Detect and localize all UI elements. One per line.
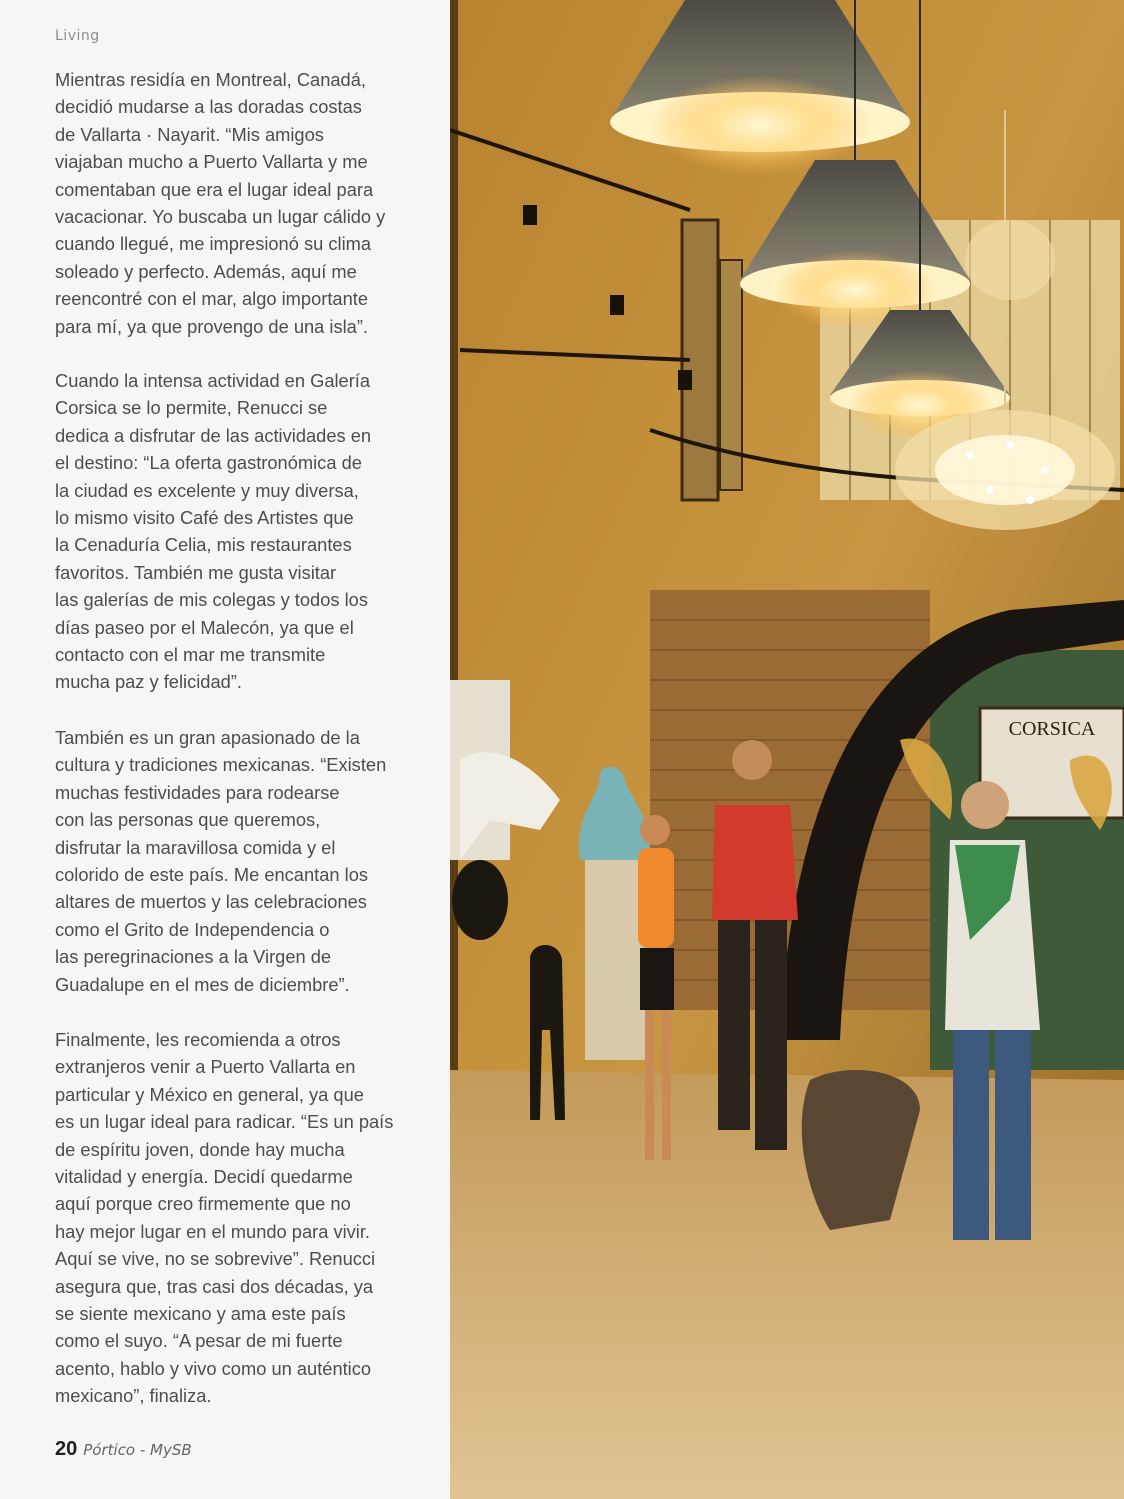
paragraph-line: favoritos. También me gusta visitar bbox=[55, 561, 337, 583]
paragraph-line: mucha paz y felicidad”. bbox=[55, 671, 242, 693]
article-text-column bbox=[55, 0, 400, 1499]
paragraph-line: muchas festividades para rodearse bbox=[55, 781, 340, 803]
paragraph-line: Finalmente, les recomienda a otros bbox=[55, 1029, 341, 1050]
paragraph-line: las galerías de mis colegas y todos los bbox=[55, 589, 368, 611]
paragraph-line: hay mejor lugar en el mundo para vivir. bbox=[55, 1220, 371, 1242]
paragraph-line: como el Grito de Independencia o bbox=[55, 918, 330, 940]
article-paragraph bbox=[55, 66, 400, 340]
paragraph-line: Aquí se vive, no se sobrevive”. Renucci bbox=[55, 1248, 376, 1270]
paragraph-line: disfrutar la maravillosa comida y el bbox=[55, 836, 336, 858]
corsica-sign-text: CORSICA bbox=[1008, 718, 1096, 740]
paragraph-line: colorido de este país. Me encantan los bbox=[55, 864, 369, 886]
page-footer bbox=[55, 1438, 192, 1461]
crystal-chandelier bbox=[965, 220, 1055, 300]
paragraph-line: contacto con el mar me transmite bbox=[55, 644, 326, 666]
paragraph-line: días paseo por el Malecón, ya que el bbox=[55, 616, 354, 638]
paragraph-line: dedica a disfrutar de las actividades en bbox=[55, 424, 372, 446]
paragraph-line: la Cenaduría Celia, mis restaurantes bbox=[55, 534, 352, 556]
paragraph-line: extranjeros venir a Puerto Vallarta en bbox=[55, 1056, 356, 1078]
paragraph-line: de Vallarta · Nayarit. “Mis amigos bbox=[55, 123, 324, 145]
paragraph-line: vacacionar. Yo buscaba un lugar cálido y bbox=[55, 206, 386, 228]
paragraph-line: mexicano”, finaliza. bbox=[55, 1385, 212, 1407]
paragraph-line: las peregrinaciones a la Virgen de bbox=[55, 946, 332, 968]
article-paragraph bbox=[55, 367, 400, 696]
paragraph-line: el destino: “La oferta gastronómica de bbox=[55, 452, 362, 474]
paragraph-line: viajaban mucho a Puerto Vallarta y me bbox=[55, 151, 368, 173]
paragraph-line: lo mismo visito Café des Artistes que bbox=[55, 507, 354, 529]
publication-name: Pórtico - MySB bbox=[83, 1441, 192, 1459]
paragraph-line: de espíritu joven, donde hay mucha bbox=[55, 1138, 345, 1160]
paragraph-line: la ciudad es excelente y muy diversa, bbox=[55, 479, 359, 501]
paragraph-line: cultura y tradiciones mexicanas. “Existen bbox=[55, 754, 387, 776]
gallery-interior-photo bbox=[450, 0, 1124, 1499]
paragraph-line: decidió mudarse a las doradas costas bbox=[55, 96, 362, 118]
article-paragraph bbox=[55, 724, 400, 998]
paragraph-line: con las personas que queremos, bbox=[55, 809, 321, 831]
page-number: 20 bbox=[55, 1438, 78, 1460]
paragraph-line: vitalidad y energía. Decidí quedarme bbox=[55, 1166, 353, 1188]
paragraph-line: asegura que, tras casi dos décadas, ya bbox=[55, 1275, 374, 1297]
paragraph-line: particular y México en general, ya que bbox=[55, 1083, 364, 1105]
paragraph-line: Corsica se lo permite, Renucci se bbox=[55, 397, 328, 419]
paragraph-line: Cuando la intensa actividad en Galería bbox=[55, 370, 371, 391]
paragraph-line: es un lugar ideal para radicar. “Es un país bbox=[55, 1111, 394, 1133]
paragraph-line: acento, hablo y vivo como un auténtico bbox=[55, 1357, 372, 1379]
paragraph-line: Mientras residía en Montreal, Canadá, bbox=[55, 69, 366, 90]
paragraph-line: altares de muertos y las celebraciones bbox=[55, 891, 367, 913]
paragraph-line: reencontré con el mar, algo importante bbox=[55, 288, 368, 310]
paragraph-line: soleado y perfecto. Además, aquí me bbox=[55, 260, 357, 282]
paragraph-line: comentaban que era el lugar ideal para bbox=[55, 178, 374, 200]
paragraph-line: para mí, ya que provengo de una isla”. bbox=[55, 315, 369, 337]
section-label: Living bbox=[55, 28, 100, 44]
paragraph-line: se siente mexicano y ama este país bbox=[55, 1303, 346, 1325]
article-paragraph bbox=[55, 1026, 400, 1410]
paragraph-line: como el suyo. “A pesar de mi fuerte bbox=[55, 1330, 343, 1352]
paragraph-line: cuando llegué, me impresionó su clima bbox=[55, 233, 372, 255]
paragraph-line: aquí porque creo firmemente que no bbox=[55, 1193, 351, 1215]
paragraph-line: También es un gran apasionado de la bbox=[55, 727, 360, 748]
paragraph-line: Guadalupe en el mes de diciembre”. bbox=[55, 973, 350, 995]
